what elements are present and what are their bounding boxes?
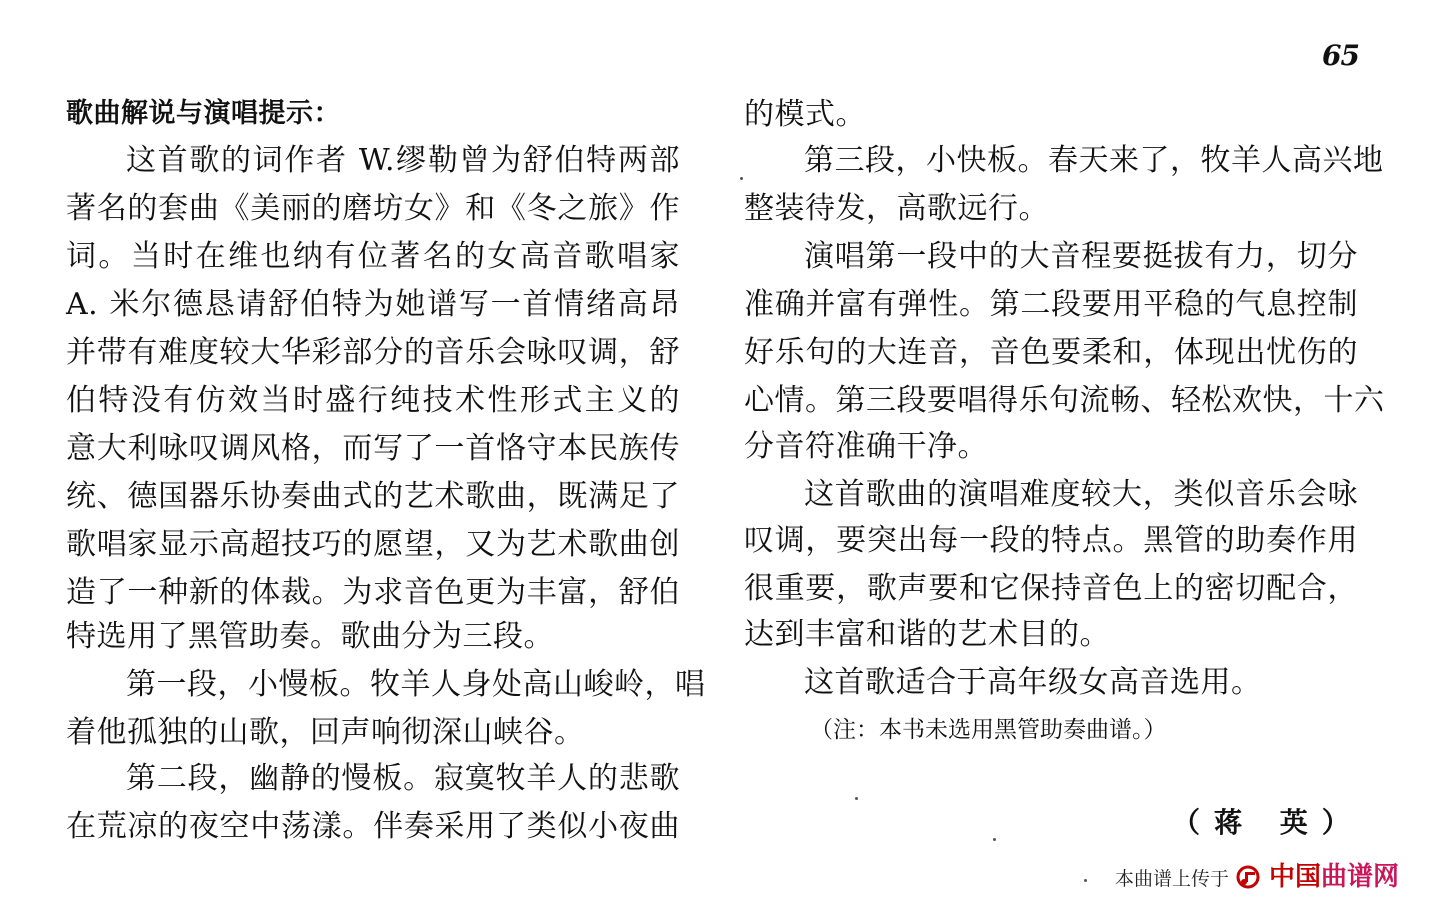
- scan-speck: [740, 177, 743, 180]
- text-line: 着他孤独的山歌，回声响彻深山峡谷。: [66, 715, 585, 750]
- text-line: 很重要，歌声要和它保持音色上的密切配合，: [744, 571, 1358, 606]
- text-line: 叹调，要突出每一段的特点。黑管的助奏作用: [744, 523, 1358, 558]
- text-line: 整装待发，高歌远行。: [744, 191, 1049, 226]
- text-line: 心情。第三段要唱得乐句流畅、轻松欢快，十六: [744, 383, 1385, 418]
- text-line: 第二段，幽静的慢板。寂寞牧羊人的悲歌: [126, 761, 680, 796]
- text-line: 这首歌适合于高年级女高音选用。: [804, 665, 1262, 700]
- text-line: 统、德国器乐协奏曲式的艺术歌曲，既满足了: [66, 479, 680, 514]
- text-line: 好乐句的大连音，音色要柔和，体现出忧伤的: [744, 335, 1358, 370]
- scan-speck: [855, 797, 858, 800]
- text-line: 伯特没有仿效当时盛行纯技术性形式主义的: [66, 383, 680, 418]
- logo-text-part-a: 中国: [1269, 862, 1322, 892]
- text-line: 演唱第一段中的大音程要挺拔有力，切分: [804, 239, 1358, 274]
- text-line: 这首歌的词作者 W.缪勒曾为舒伯特两部: [126, 143, 680, 178]
- text-line: 第一段，小慢板。牧羊人身处高山峻岭，唱: [126, 667, 706, 702]
- text-line: 造了一种新的体裁。为求音色更为丰富，舒伯: [66, 575, 680, 610]
- music-note-logo-icon: [1235, 864, 1265, 890]
- scan-speck: [1084, 879, 1087, 882]
- text-line: 意大利咏叹调风格，而写了一首恪守本民族传: [66, 431, 680, 466]
- section-heading: 歌曲解说与演唱提示：: [66, 98, 341, 129]
- text-line: A. 米尔德恳请舒伯特为她谱写一首情绪高昂: [66, 287, 680, 322]
- author-signature: （蒋 英）: [1172, 806, 1364, 839]
- page-number: 65: [1322, 39, 1359, 72]
- text-line: 准确并富有弹性。第二段要用平稳的气息控制: [744, 287, 1358, 322]
- watermark-footer: [1115, 860, 1399, 894]
- site-logo: [1235, 862, 1399, 892]
- logo-text-part-b: 曲谱网: [1321, 862, 1400, 892]
- text-line: 歌唱家显示高超技巧的愿望，又为艺术歌曲创: [66, 527, 680, 562]
- text-line: 的模式。: [744, 97, 866, 132]
- text-line: 这首歌曲的演唱难度较大，类似音乐会咏: [804, 477, 1358, 512]
- footnote: （注：本书未选用黑管助奏曲谱。）: [810, 717, 1167, 743]
- text-line: 特选用了黑管助奏。歌曲分为三段。: [66, 619, 554, 654]
- scan-speck: [993, 838, 996, 841]
- footer-upload-text: 本曲谱上传于: [1115, 867, 1230, 890]
- text-line: 并带有难度较大华彩部分的音乐会咏叹调，舒: [66, 335, 680, 370]
- text-line: 分音符准确干净。: [744, 429, 988, 464]
- text-line: 第三段，小快板。春天来了，牧羊人高兴地: [804, 143, 1384, 178]
- text-line: 在荒凉的夜空中荡漾。伴奏采用了类似小夜曲: [66, 809, 680, 844]
- text-line: 达到丰富和谐的艺术目的。: [744, 617, 1110, 652]
- text-line: 词。当时在维也纳有位著名的女高音歌唱家: [66, 239, 680, 274]
- text-line: 著名的套曲《美丽的磨坊女》和《冬之旅》作: [66, 191, 680, 226]
